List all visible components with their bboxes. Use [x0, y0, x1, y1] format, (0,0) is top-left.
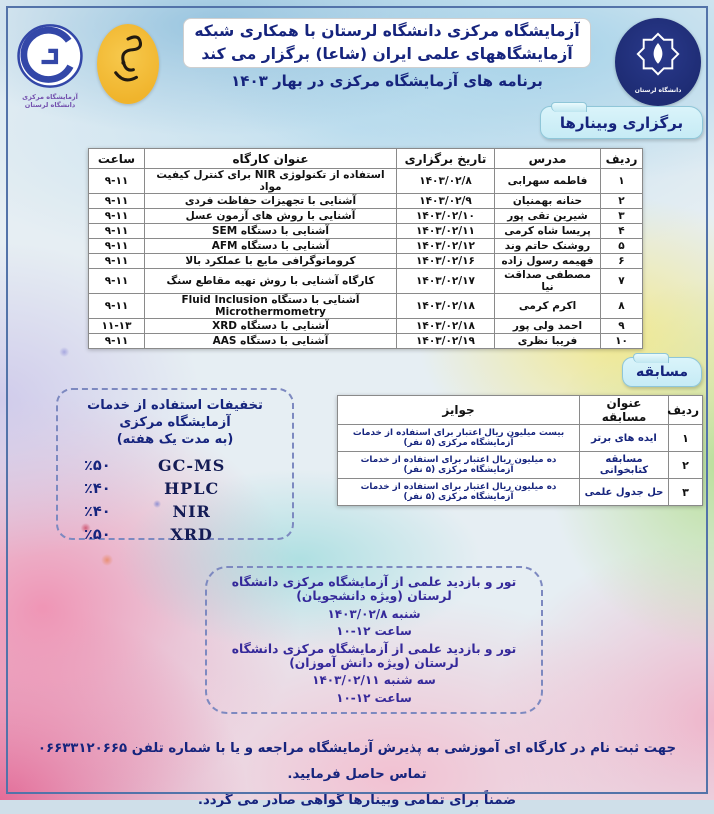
webinars-section-badge: برگزاری وبینارها	[540, 106, 703, 139]
table-row: ۸ اکرم کرمی ۱۴۰۳/۰۲/۱۸ آشنایی با دستگاه Fluid Inclusion Microthermometry ۹-۱۱	[89, 294, 643, 319]
tours-box	[205, 566, 543, 714]
table-row: ۱ ایده های برتر بیست میلیون ریال اعتبار برای استفاده از خدمات آزمایشگاه مرکزی (۵ نفر)	[338, 425, 703, 452]
list-item	[64, 523, 286, 546]
table-row: ۹ احمد ولی پور ۱۴۰۳/۰۲/۱۸ آشنایی با دستگاه XRD ۱۱-۱۳	[89, 319, 643, 334]
header-title-line1: آزمایشگاه مرکزی دانشگاه لرستان با همکاری شبکه	[194, 22, 580, 40]
header-title-line2: آزمایشگاههای علمی ایران (شاعا) برگزار می کند	[201, 45, 573, 63]
col-row-number: ردیف	[669, 396, 703, 425]
table-row: ۶ فهیمه رسول زاده ۱۴۰۳/۰۲/۱۶ کروماتوگرافی مایع با عملکرد بالا ۹-۱۱	[89, 254, 643, 269]
competition-header-row	[338, 396, 703, 425]
table-row: ۱۰ فریبا نظری ۱۴۰۳/۰۲/۱۹ آشنایی با دستگاه AAS ۹-۱۱	[89, 334, 643, 349]
footer-registration-line: جهت ثبت نام در کارگاه ای آموزشی به پذیرش آزمایشگاه مراجعه و یا با شماره تلفن ۰۶۶۳۳۱۲۰۶۶۵ تماس حاصل فرمایید.	[37, 741, 677, 782]
service-name: NIR	[172, 502, 211, 521]
phone-number: ۰۶۶۳۳۱۲۰۶۶۵	[37, 741, 128, 756]
list-item	[64, 477, 286, 500]
tour-time: ساعت ۱۰-۱۲	[336, 624, 412, 639]
table-row: ۳ شیرین تقی پور ۱۴۰۳/۰۲/۱۰ آشنایی با روش های آزمون عسل ۹-۱۱	[89, 209, 643, 224]
tour-title: تور و بازدید علمی از آزمایشگاه مرکزی دانشگاه لرستان (ویژه دانش آموزان)	[231, 641, 517, 670]
list-item	[64, 454, 286, 477]
discount-percent: ٪۵۰	[84, 526, 111, 543]
col-row-number: ردیف	[601, 149, 643, 169]
tour-title: تور و بازدید علمی از آزمایشگاه مرکزی دانشگاه لرستان (ویژه دانشجویان)	[231, 575, 517, 604]
col-workshop-title: عنوان کارگاه	[145, 149, 397, 169]
service-name: HPLC	[164, 479, 220, 498]
webinars-table	[88, 148, 643, 349]
discounts-box	[56, 388, 294, 544]
shaa-calligraphy-icon	[105, 31, 151, 97]
col-date: تاریخ برگزاری	[397, 149, 495, 169]
competition-section-badge: مسابقه	[622, 357, 702, 387]
discounts-title: تخفیفات استفاده از خدمات آزمایشگاه مرکزی (به مدت یک هفته)	[87, 398, 263, 447]
discount-percent: ٪۴۰	[84, 480, 111, 497]
col-instructor: مدرس	[495, 149, 601, 169]
table-row: ۲ مسابقه کتابخوانی ده میلیون ریال اعتبار برای استفاده از خدمات آزمایشگاه مرکزی (۵ نفر)	[338, 452, 703, 479]
tour-date: شنبه ۱۴۰۳/۰۲/۸	[327, 606, 421, 621]
col-prizes: جوایز	[338, 396, 580, 425]
table-row: ۷ مصطفی صداقت نیا ۱۴۰۳/۰۲/۱۷ کارگاه آشنایی با روش تهیه مقاطع سنگ ۹-۱۱	[89, 269, 643, 294]
header-subtitle: برنامه های آزمایشگاه مرکزی در بهار ۱۴۰۳	[231, 72, 543, 90]
col-time: ساعت	[89, 149, 145, 169]
table-row: ۴ پریسا شاه کرمی ۱۴۰۳/۰۲/۱۱ آشنایی با دستگاه SEM ۹-۱۱	[89, 224, 643, 239]
service-name: GC-MS	[157, 456, 226, 475]
central-lab-logo	[16, 20, 84, 92]
col-competition-title: عنوان مسابقه	[580, 396, 669, 425]
discounts-list	[64, 454, 286, 546]
competition-table	[337, 395, 703, 506]
header-title-box	[183, 18, 591, 68]
table-row: ۳ حل جدول علمی ده میلیون ریال اعتبار برای استفاده از خدمات آزمایشگاه مرکزی (۵ نفر)	[338, 479, 703, 506]
service-name: XRD	[170, 525, 213, 544]
table-row: ۲ حنانه بهمنیان ۱۴۰۳/۰۲/۹ آشنایی با تجهیزات حفاظت فردی ۹-۱۱	[89, 194, 643, 209]
university-emblem-icon	[632, 30, 684, 86]
table-row: ۵ روشنک حاتم وند ۱۴۰۳/۰۲/۱۲ آشنایی با دستگاه AFM ۹-۱۱	[89, 239, 643, 254]
discount-percent: ٪۵۰	[84, 457, 111, 474]
tour-date: سه شنبه ۱۴۰۳/۰۲/۱۱	[312, 673, 436, 688]
footer-certificate-line: ضمناً برای تمامی وبینارها گواهی صادر می گردد.	[197, 793, 517, 808]
central-lab-logo-caption: آزمایشگاه مرکزی دانشگاه لرستان	[22, 93, 78, 109]
list-item	[64, 500, 286, 523]
footer	[25, 736, 689, 814]
shaa-logo	[97, 24, 159, 104]
university-logo-caption: دانشگاه لرستان	[634, 87, 682, 94]
webinars-header-row	[89, 149, 643, 169]
tour-time: ساعت ۱۰-۱۲	[336, 690, 412, 705]
discount-percent: ٪۴۰	[84, 503, 111, 520]
table-row: ۱ فاطمه سهرابی ۱۴۰۳/۰۲/۸ استفاده از تکنولوژی NIR برای کنترل کیفیت مواد ۹-۱۱	[89, 169, 643, 194]
lorestan-university-logo	[615, 18, 701, 106]
